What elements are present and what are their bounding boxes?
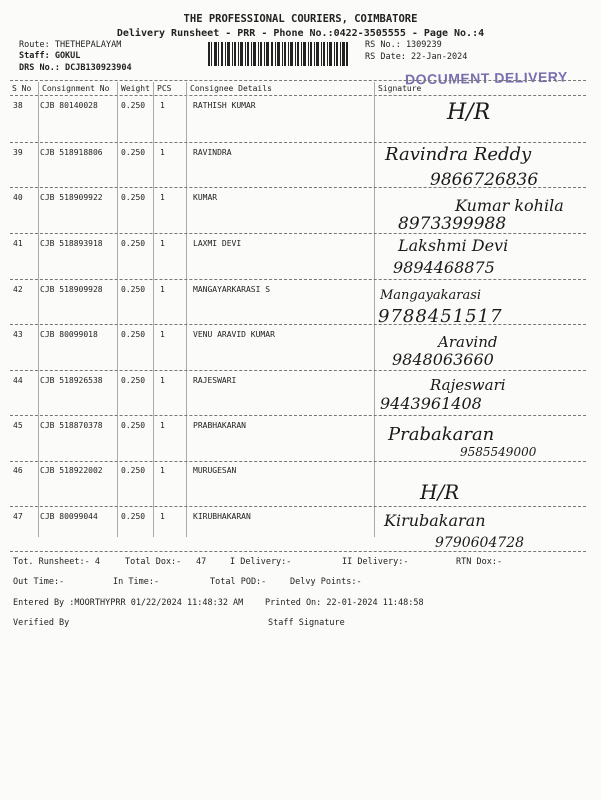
staff-signature: Staff Signature xyxy=(268,618,345,628)
col-header-pcs: PCS xyxy=(157,84,172,93)
runsheet-title: Delivery Runsheet - PRR - Phone No.:0422-3505555 - Page No.:4 xyxy=(116,28,485,39)
row-divider xyxy=(10,324,586,325)
row-consignee: VENU ARAVID KUMAR xyxy=(193,330,275,339)
company-title: THE PROFESSIONAL COURIERS, COIMBATORE xyxy=(183,13,418,25)
row-consignee: RATHISH KUMAR xyxy=(193,101,256,110)
row-divider xyxy=(10,506,586,507)
column-divider xyxy=(153,82,154,537)
table-bottom-rule xyxy=(10,551,586,552)
row-sno: 39 xyxy=(13,148,23,157)
row-divider xyxy=(10,461,586,462)
table-header-rule xyxy=(10,95,586,96)
row-pcs: 1 xyxy=(160,148,165,157)
rtn-dox: RTN Dox:- xyxy=(456,557,503,567)
signature-line1: Prabakaran xyxy=(388,424,495,445)
table-top-rule xyxy=(10,80,586,81)
row-consignment: CJB 518922002 xyxy=(40,466,103,475)
row-consignment: CJB 518918806 xyxy=(40,148,103,157)
row-divider xyxy=(10,142,586,143)
row-consignee: LAXMI DEVI xyxy=(193,239,242,248)
drs-number: DRS No.: DCJB130923904 xyxy=(19,63,132,73)
row-consignment: CJB 518909928 xyxy=(40,285,103,294)
row-consignment: CJB 518926538 xyxy=(40,376,103,385)
i-delivery: I Delivery:- xyxy=(230,557,292,567)
row-pcs: 1 xyxy=(160,512,165,521)
route-label: Route: THETHEPALAYAM xyxy=(19,40,122,50)
in-time: In Time:- xyxy=(113,577,160,587)
row-sno: 42 xyxy=(13,285,23,294)
col-header-sno: S No xyxy=(12,84,32,93)
row-divider xyxy=(10,279,586,280)
row-consignee: PRABHAKARAN xyxy=(193,421,246,430)
row-consignment: CJB 80099044 xyxy=(40,512,98,521)
signature-line1: Kumar kohila xyxy=(455,196,564,215)
row-weight: 0.250 xyxy=(121,101,146,110)
column-divider xyxy=(38,82,39,537)
row-sno: 40 xyxy=(13,193,23,202)
row-sno: 45 xyxy=(13,421,23,430)
row-consignee: MURUGESAN xyxy=(193,466,237,475)
row-sno: 43 xyxy=(13,330,23,339)
row-sno: 44 xyxy=(13,376,23,385)
signature-line2: 9788451517 xyxy=(378,306,503,327)
row-weight: 0.250 xyxy=(121,148,146,157)
row-divider xyxy=(10,233,586,234)
row-weight: 0.250 xyxy=(121,376,146,385)
signature-line2: 9894468875 xyxy=(393,258,495,277)
row-pcs: 1 xyxy=(160,466,165,475)
row-divider xyxy=(10,415,586,416)
staff-label: Staff: GOKUL xyxy=(19,51,81,61)
row-consignment: CJB 80099018 xyxy=(40,330,98,339)
total-dox-value: 47 xyxy=(196,557,207,567)
signature-line2: 9585549000 xyxy=(460,445,537,459)
row-weight: 0.250 xyxy=(121,512,146,521)
column-divider xyxy=(186,82,187,537)
col-header-signature: Signature xyxy=(378,84,422,93)
out-time: Out Time:- xyxy=(13,577,65,587)
column-divider xyxy=(374,82,375,537)
signature-line1: H/R xyxy=(420,480,460,504)
row-consignment: CJB 80140028 xyxy=(40,101,98,110)
rs-number: RS No.: 1309239 xyxy=(365,40,442,50)
entered-by: Entered By :MOORTHYPRR 01/22/2024 11:48:32 AM xyxy=(13,598,244,608)
total-dox-label: Total Dox:- xyxy=(125,557,182,567)
signature-line2: 9848063660 xyxy=(392,350,494,369)
row-consignment: CJB 518909922 xyxy=(40,193,103,202)
signature-line2: 8973399988 xyxy=(398,214,507,234)
row-pcs: 1 xyxy=(160,193,165,202)
row-pcs: 1 xyxy=(160,101,165,110)
printed-on: Printed On: 22-01-2024 11:48:58 xyxy=(265,598,424,608)
row-sno: 46 xyxy=(13,466,23,475)
row-consignment: CJB 518893918 xyxy=(40,239,103,248)
row-weight: 0.250 xyxy=(121,330,146,339)
ii-delivery: II Delivery:- xyxy=(342,557,409,567)
row-pcs: 1 xyxy=(160,285,165,294)
row-pcs: 1 xyxy=(160,239,165,248)
row-consignee: KUMAR xyxy=(193,193,218,202)
col-header-weight: Weight xyxy=(121,84,150,93)
signature-line1: Aravind xyxy=(438,333,498,351)
row-consignee: RAJESWARI xyxy=(193,376,237,385)
row-sno: 47 xyxy=(13,512,23,521)
col-header-consignment: Consignment No xyxy=(42,84,110,93)
signature-line2: 9790604728 xyxy=(435,535,525,551)
row-consignee: MANGAYARKARASI S xyxy=(193,285,271,294)
row-pcs: 1 xyxy=(160,330,165,339)
row-pcs: 1 xyxy=(160,421,165,430)
document-delivery-stamp: DOCUMENT DELIVERY xyxy=(404,68,568,88)
row-divider xyxy=(10,370,586,371)
signature-line1: Kirubakaran xyxy=(384,511,486,530)
barcode-image xyxy=(208,42,348,66)
row-weight: 0.250 xyxy=(121,421,146,430)
signature-line2: 9443961408 xyxy=(380,394,482,413)
total-pod: Total POD:- xyxy=(210,577,267,587)
row-weight: 0.250 xyxy=(121,239,146,248)
row-sno: 41 xyxy=(13,239,23,248)
row-consignment: CJB 518870378 xyxy=(40,421,103,430)
verified-by: Verified By xyxy=(13,618,70,628)
row-consignee: KIRUBHAKARAN xyxy=(193,512,251,521)
signature-line1: H/R xyxy=(447,100,491,125)
signature-line1: Mangayakarasi xyxy=(380,288,482,303)
signature-line1: Rajeswari xyxy=(430,376,506,394)
row-weight: 0.250 xyxy=(121,193,146,202)
column-divider xyxy=(117,82,118,537)
tot-runsheet: Tot. Runsheet:- 4 xyxy=(13,557,100,567)
row-weight: 0.250 xyxy=(121,466,146,475)
rs-date: RS Date: 22-Jan-2024 xyxy=(365,52,468,62)
row-divider xyxy=(10,187,586,188)
row-pcs: 1 xyxy=(160,376,165,385)
row-consignee: RAVINDRA xyxy=(193,148,232,157)
row-sno: 38 xyxy=(13,101,23,110)
signature-line1: Lakshmi Devi xyxy=(398,236,509,255)
signature-line1: Ravindra Reddy xyxy=(385,144,532,165)
delvy-points: Delvy Points:- xyxy=(290,577,362,587)
row-weight: 0.250 xyxy=(121,285,146,294)
col-header-consignee: Consignee Details xyxy=(190,84,272,93)
signature-line2: 9866726836 xyxy=(430,170,539,190)
